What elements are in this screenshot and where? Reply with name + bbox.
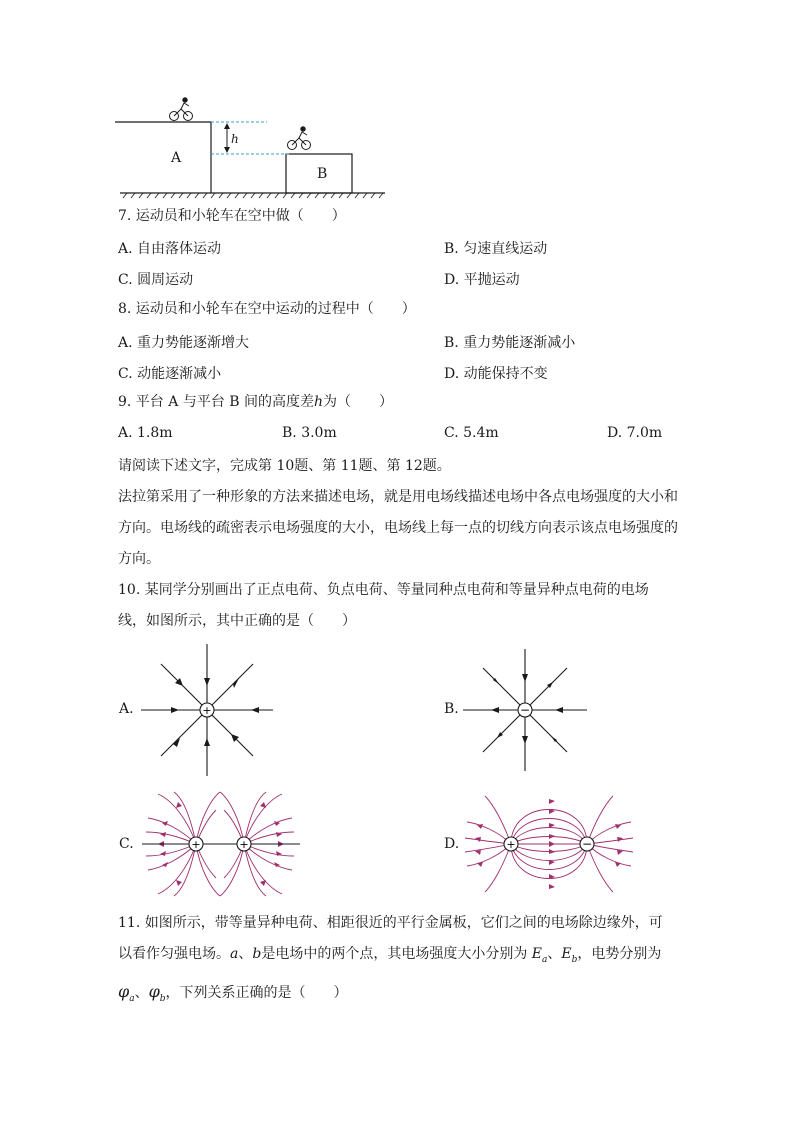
q8-option-d[interactable]: D. 动能保持不变 <box>444 366 548 382</box>
height-h-label: h <box>231 132 239 146</box>
q9-option-d[interactable]: D. 7.0m <box>607 425 663 441</box>
q11-line3 <box>118 982 348 1009</box>
platform-figure <box>115 92 390 202</box>
q8-stem: 8. 运动员和小轮车在空中运动的过程中（ ） <box>118 301 416 317</box>
q10-figure-b-negative-charge[interactable] <box>460 648 590 772</box>
potential-phi-a: $\varphi_a$ <box>118 982 135 1005</box>
cyclist-icon <box>170 98 193 121</box>
q7-option-b[interactable]: B. 匀速直线运动 <box>444 241 548 257</box>
q10-stem-line1: 10. 某同学分别画出了正点电荷、负点电荷、等量同种点电荷和等量异种点电荷的电场 <box>118 582 649 598</box>
q10-label-b[interactable]: B. <box>444 701 459 717</box>
faraday-passage: 法拉第采用了一种形象的方法来描述电场，就是用电场线描述电场中各点电场强度的大小和方向。电场线的疏密表示电场强度的大小，电场线上每一点的切线方向表示该点电场强度的方向。 <box>118 489 678 567</box>
q8-option-b[interactable]: B. 重力势能逐渐减小 <box>444 335 576 351</box>
field-e-b: $E_b$ <box>561 946 578 965</box>
field-e-a: $E_a$ <box>531 946 548 965</box>
q11-line2-post: ，电势分别为 <box>577 946 662 962</box>
q10-figure-a-positive-charge[interactable] <box>140 643 274 777</box>
q11-line3-post: ，下列关系正确的是（ ） <box>165 985 348 1001</box>
q7-option-d[interactable]: D. 平抛运动 <box>444 272 520 288</box>
charge-sign: + <box>506 838 516 851</box>
q10-figure-c-like-charges[interactable] <box>142 790 302 898</box>
q7-option-c[interactable]: C. 圆周运动 <box>118 272 194 288</box>
var-b: b <box>252 946 262 962</box>
q11-line1: 11. 如图所示，带等量异种电荷、相距很近的平行金属板，它们之间的电场除边缘外，可 <box>118 915 663 931</box>
q10-figure-d-opposite-charges[interactable] <box>463 792 638 896</box>
q10-label-d[interactable]: D. <box>444 836 460 852</box>
q9-stem <box>118 392 393 412</box>
q9-var-h: h <box>314 394 324 410</box>
q7-stem: 7. 运动员和小轮车在空中做（ ） <box>118 208 346 224</box>
q11-line2-pre: 以看作匀强电场。 <box>118 946 230 962</box>
q9-stem-pre: 9. 平台 A 与平台 B 间的高度差 <box>118 394 315 410</box>
charge-sign: + <box>239 838 249 851</box>
q11-line2-mid: 是电场中的两个点，其电场强度大小分别为 <box>261 946 528 962</box>
potential-phi-b: $\varphi_b$ <box>148 982 166 1005</box>
separator: 、 <box>547 946 562 962</box>
platform-a-label: A <box>171 150 182 166</box>
separator: 、 <box>238 946 253 962</box>
charge-sign: − <box>581 837 593 851</box>
separator: 、 <box>134 985 149 1001</box>
platform-b-label: B <box>317 166 328 182</box>
q9-option-c[interactable]: C. 5.4m <box>444 425 499 441</box>
reading-intro: 请阅读下述文字，完成第 10题、第 11题、第 12题。 <box>118 458 451 474</box>
q9-option-a[interactable]: A. 1.8m <box>118 425 173 441</box>
q10-label-c[interactable]: C. <box>119 836 134 852</box>
charge-sign: + <box>202 704 212 717</box>
q8-option-a[interactable]: A. 重力势能逐渐增大 <box>118 335 250 351</box>
q8-option-c[interactable]: C. 动能逐渐减小 <box>118 366 222 382</box>
q11-line2 <box>118 944 661 970</box>
var-a: a <box>230 946 239 962</box>
q10-label-a[interactable]: A. <box>119 701 134 717</box>
q7-option-a[interactable]: A. 自由落体运动 <box>118 241 222 257</box>
charge-sign: + <box>191 838 201 851</box>
cyclist-icon <box>288 127 311 150</box>
q9-option-b[interactable]: B. 3.0m <box>282 425 337 441</box>
charge-sign: − <box>519 703 531 717</box>
q10-stem-line2: 线，如图所示，其中正确的是（ ） <box>118 613 356 629</box>
q9-stem-post: 为（ ） <box>323 394 394 410</box>
